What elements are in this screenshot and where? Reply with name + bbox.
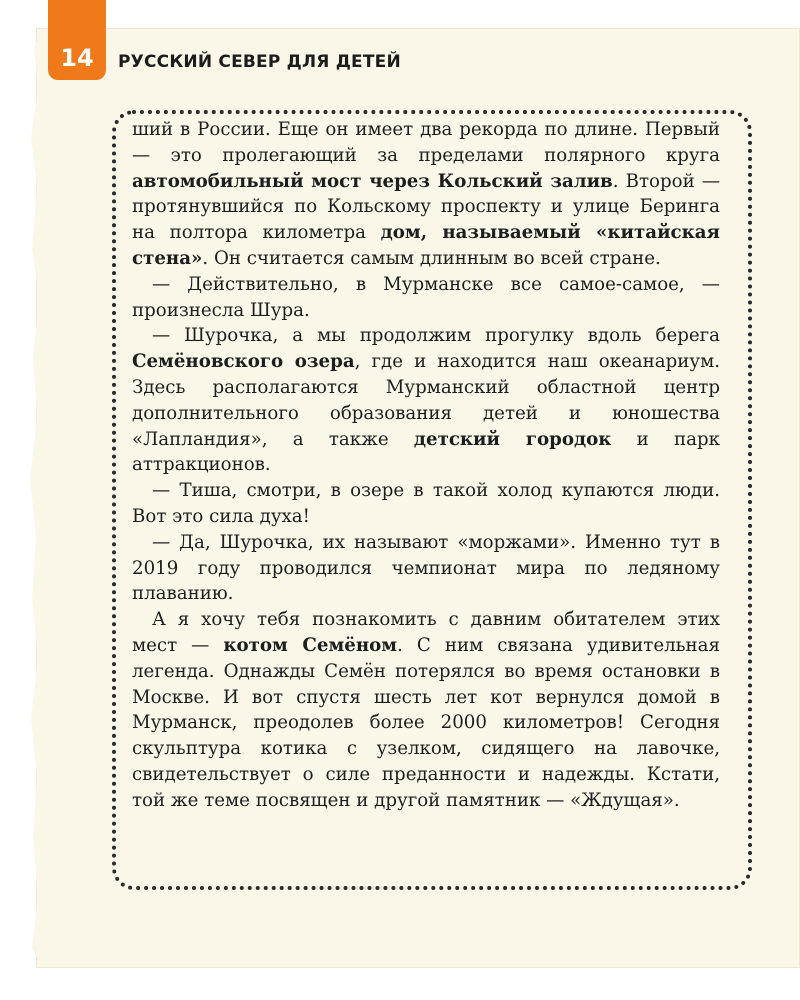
bold-term: Семёновского озера bbox=[132, 351, 355, 373]
text-run: . Второй — протянувшийся по Кольскому проспекту и улице Беринга на полтора километра bbox=[132, 170, 721, 244]
page-number: 14 bbox=[48, 0, 106, 80]
bold-term: автомобильный мост через Кольский залив bbox=[132, 170, 613, 192]
body-text bbox=[132, 117, 720, 814]
text-run: . С ним связана удивительная легенда. Однажды Семён потерялся во время остановки в Москве. И вот спустя шесть лет кот вернулся домой в Мурманск, преодолев более 2000 километров! Сегодня скульптура котика с узелком, сидящего на лавочке, свидетельствует о силе преданности и надежды. Кстати, той же теме посвящен и другой памятник — «Ждущая». bbox=[132, 634, 720, 811]
paragraph bbox=[132, 117, 720, 272]
text-run: А я хочу тебя познакомить с давним обитателем этих мест — bbox=[132, 609, 720, 656]
text-run: — Да, Шурочка, их называют «моржами». Именно тут в 2019 году проводился чемпионат мира по ледяному плаванию. bbox=[132, 531, 720, 605]
bold-term: детский городок bbox=[413, 428, 612, 450]
paragraph bbox=[132, 478, 720, 530]
paragraph bbox=[132, 530, 720, 607]
torn-paper-edge bbox=[28, 28, 42, 968]
text-run: ший в России. Еще он имеет два рекорда по длине. Первый — это пролегающий за пределами полярного круга bbox=[132, 119, 720, 166]
text-run: и парк аттракционов. bbox=[132, 428, 720, 476]
text-run: . Он считается самым длинным во всей стране. bbox=[202, 247, 661, 269]
paragraph bbox=[132, 272, 720, 324]
bold-term: котом Семёном bbox=[223, 634, 398, 656]
text-run: , где и находится наш океанариум. Здесь располагаются Мурманский областной центр дополнительного образования детей и юношества «Лапландия», а также bbox=[132, 351, 720, 450]
running-title: РУССКИЙ СЕВЕР ДЛЯ ДЕТЕЙ bbox=[118, 52, 401, 72]
paragraph bbox=[132, 323, 720, 478]
text-run: — Действительно, в Мурманске все самое-самое, — произнесла Шура. bbox=[132, 273, 720, 321]
paragraph bbox=[132, 607, 720, 813]
text-run: — Тиша, смотри, в озере в такой холод купаются люди. Вот это сила духа! bbox=[132, 480, 720, 527]
text-run: — Шурочка, а мы продолжим прогулку вдоль берега bbox=[152, 325, 720, 347]
bold-term: дом, называемый «китайская стена» bbox=[132, 222, 720, 269]
